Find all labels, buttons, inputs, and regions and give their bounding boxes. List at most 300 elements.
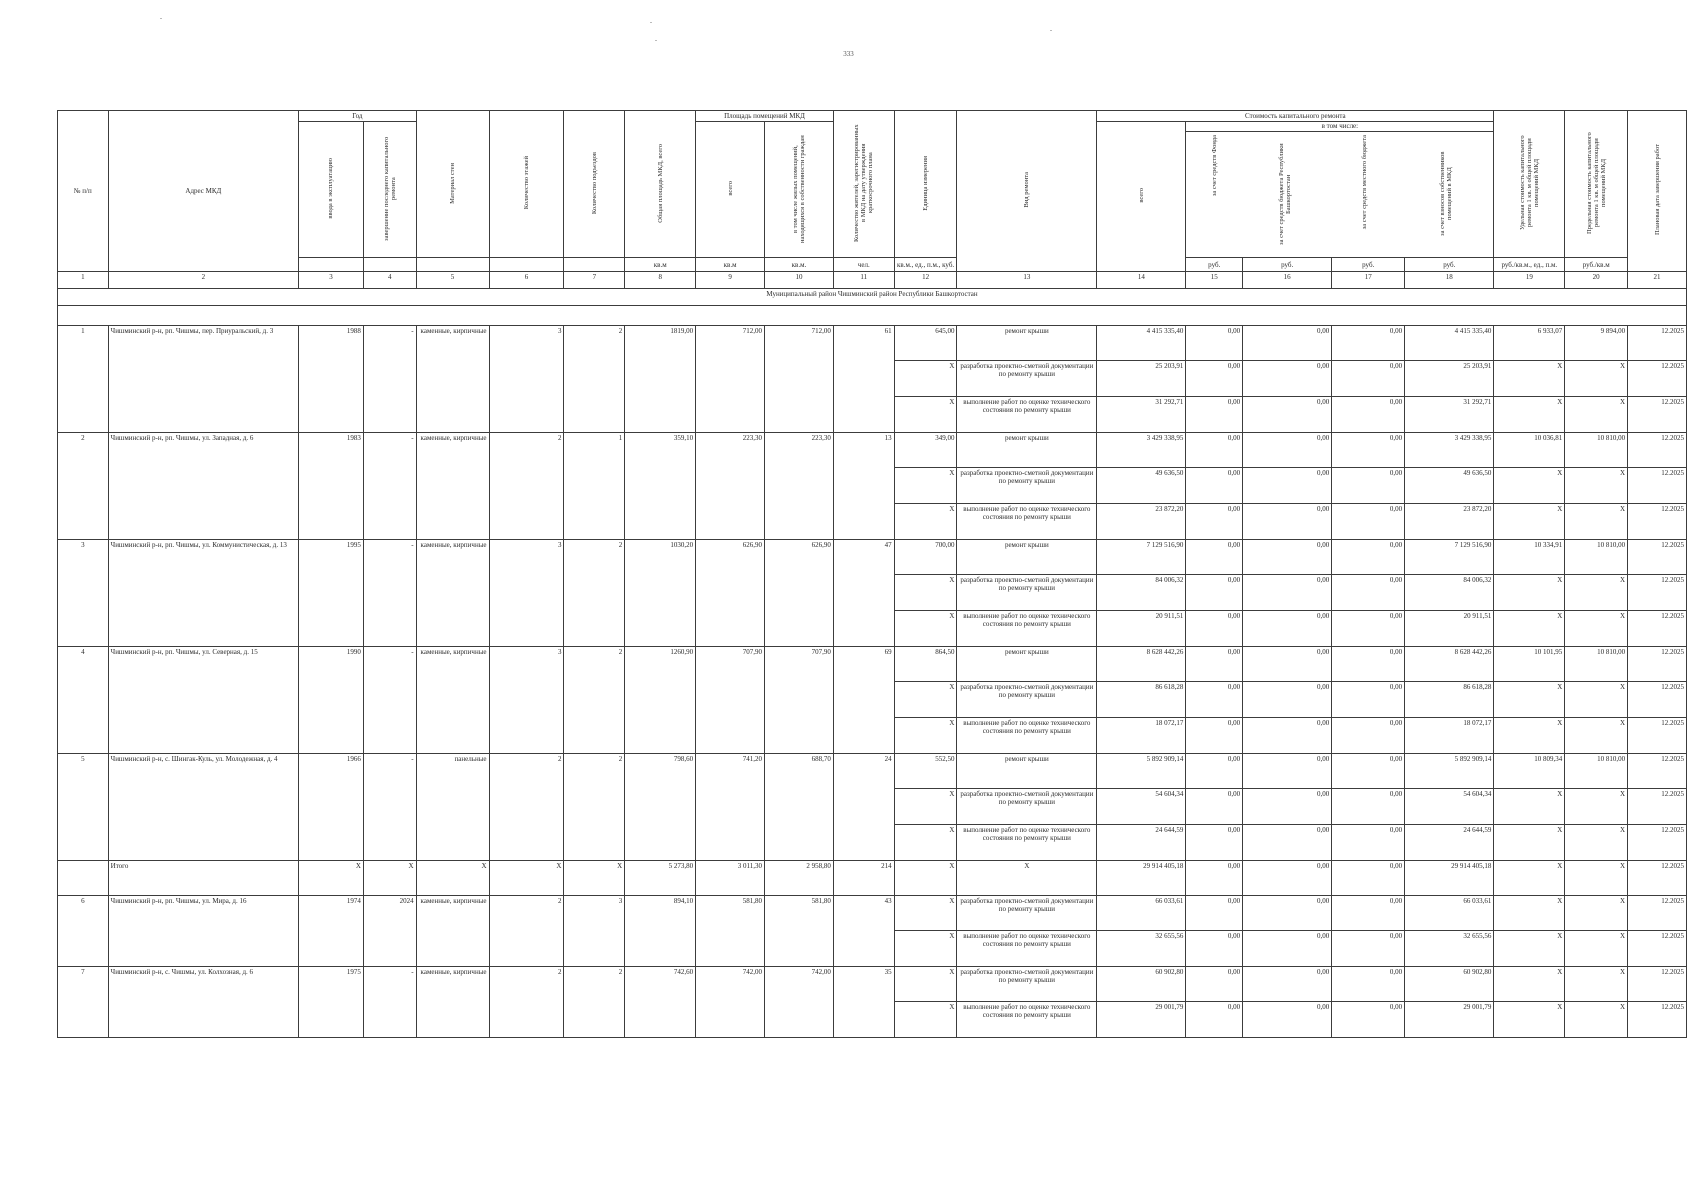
work-type-cell: выполнение работ по оценке технического состояния по ремонту крыши <box>957 931 1097 967</box>
cost-local-cell: 0,00 <box>1332 361 1405 397</box>
address-cell: Чишминский р-н, рп. Чишмы, ул. Мира, д. 16 <box>108 896 298 967</box>
max-cost-cell: X <box>1565 931 1628 967</box>
header-year-group: Год <box>299 111 417 122</box>
cost-fund-cell: 0,00 <box>1186 718 1243 754</box>
total-area-cell: 894,10 <box>625 896 696 967</box>
work-type-cell: выполнение работ по оценке технического состояния по ремонту крыши <box>957 718 1097 754</box>
cost-fund-cell: 0,00 <box>1186 433 1243 468</box>
premises-cell: 626,90 <box>696 540 765 647</box>
column-number: 20 <box>1565 272 1628 289</box>
material-cell: каменные, кирпичные <box>416 433 489 540</box>
max-cost-cell: X <box>1565 611 1628 647</box>
cost-local-cell: 0,00 <box>1332 754 1405 789</box>
header-year-commission: ввода в эксплуатацию <box>299 122 364 258</box>
cost-republic-cell: 0,00 <box>1243 931 1332 967</box>
work-type-cell: разработка проектно-сметной документации по ремонту крыши <box>957 468 1097 504</box>
specific-cost-cell: 10 036,81 <box>1494 433 1565 468</box>
year-cell: 1988 <box>299 326 364 433</box>
private-premises-cell: 742,00 <box>765 967 834 1038</box>
header-residents: Количество жителей, зарегистрированных в МКД на дату утверждения краткосрочного плана <box>833 111 894 258</box>
last-repair-cell: - <box>363 967 416 1038</box>
cost-republic-cell: 0,00 <box>1243 504 1332 540</box>
unit-cell: X <box>894 967 957 1002</box>
unit-16: руб. <box>1243 258 1332 272</box>
unit-8: кв.м <box>625 258 696 272</box>
total-area-cell: 1819,00 <box>625 326 696 433</box>
total-entrances: X <box>564 861 625 896</box>
table-row <box>58 896 1687 931</box>
cost-owners-cell: 84 006,32 <box>1405 575 1494 611</box>
column-number: 21 <box>1628 272 1687 289</box>
column-number: 10 <box>765 272 834 289</box>
header-work-type: Вид ремонта <box>957 111 1097 272</box>
row-number: 4 <box>58 647 109 754</box>
cost-republic-cell: 0,00 <box>1243 825 1332 861</box>
cost-owners-cell: 18 072,17 <box>1405 718 1494 754</box>
work-type-cell: выполнение работ по оценке технического состояния по ремонту крыши <box>957 611 1097 647</box>
cost-fund-cell: 0,00 <box>1186 789 1243 825</box>
cost-fund-cell: 0,00 <box>1186 611 1243 647</box>
table-row <box>58 433 1687 468</box>
deadline-cell: 12.2025 <box>1628 931 1687 967</box>
header-premises-group: Площадь помещений МКД <box>696 111 834 122</box>
specific-cost-cell: X <box>1494 611 1565 647</box>
specific-cost-cell: 6 933,07 <box>1494 326 1565 361</box>
total-private: 2 958,80 <box>765 861 834 896</box>
specific-cost-cell: X <box>1494 361 1565 397</box>
private-premises-cell: 626,90 <box>765 540 834 647</box>
column-number: 18 <box>1405 272 1494 289</box>
material-cell: каменные, кирпичные <box>416 967 489 1038</box>
deadline-cell: 12.2025 <box>1628 361 1687 397</box>
work-type-cell: ремонт крыши <box>957 754 1097 789</box>
cost-local-cell: 0,00 <box>1332 1002 1405 1038</box>
unit-cell: 645,00 <box>894 326 957 361</box>
total-last: X <box>363 861 416 896</box>
address-cell: Чишминский р-н, рп. Чишмы, пер. Приуральский, д. 3 <box>108 326 298 433</box>
header-specific-cost: Удельная стоимость капитального ремонта 1 кв. м общей площади помещений МКД <box>1494 111 1565 258</box>
last-repair-cell: - <box>363 754 416 861</box>
work-type-cell: разработка проектно-сметной документации по ремонту крыши <box>957 575 1097 611</box>
header-entrances: Количество подъездов <box>564 111 625 258</box>
unit-cell: X <box>894 575 957 611</box>
cost-republic-cell: 0,00 <box>1243 682 1332 718</box>
cost-owners-cell: 60 902,80 <box>1405 967 1494 1002</box>
column-number: 13 <box>957 272 1097 289</box>
column-number: 16 <box>1243 272 1332 289</box>
column-number: 19 <box>1494 272 1565 289</box>
cost-local-cell: 0,00 <box>1332 825 1405 861</box>
total-local: 0,00 <box>1332 861 1405 896</box>
unit-9: кв.м <box>696 258 765 272</box>
region-row <box>58 289 1687 306</box>
unit-cell: X <box>894 896 957 931</box>
cost-owners-cell: 23 872,20 <box>1405 504 1494 540</box>
cost-local-cell: 0,00 <box>1332 326 1405 361</box>
residents-cell: 35 <box>833 967 894 1038</box>
work-type-cell: разработка проектно-сметной документации по ремонту крыши <box>957 361 1097 397</box>
unit-cell: X <box>894 1002 957 1038</box>
header-total-area: Общая площадь МКД, всего <box>625 111 696 258</box>
cost-fund-cell: 0,00 <box>1186 896 1243 931</box>
cost-local-cell: 0,00 <box>1332 647 1405 682</box>
scan-speck <box>655 40 657 41</box>
address-cell: Чишминский р-н, с. Чишмы, ул. Колхозная, д. 6 <box>108 967 298 1038</box>
cost-local-cell: 0,00 <box>1332 789 1405 825</box>
residents-cell: 61 <box>833 326 894 433</box>
cost-fund-cell: 0,00 <box>1186 931 1243 967</box>
cost-fund-cell: 0,00 <box>1186 326 1243 361</box>
row-number: 1 <box>58 326 109 433</box>
unit-20: руб./кв.м <box>1565 258 1628 272</box>
premises-cell: 707,90 <box>696 647 765 754</box>
column-number: 2 <box>108 272 298 289</box>
unit-10: кв.м. <box>765 258 834 272</box>
residents-cell: 43 <box>833 896 894 967</box>
cost-total-cell: 3 429 338,95 <box>1097 433 1186 468</box>
premises-cell: 742,00 <box>696 967 765 1038</box>
deadline-cell: 12.2025 <box>1628 967 1687 1002</box>
deadline-cell: 12.2025 <box>1628 326 1687 361</box>
cost-republic-cell: 0,00 <box>1243 540 1332 575</box>
total-area-cell: 798,60 <box>625 754 696 861</box>
scan-speck <box>1050 30 1052 31</box>
unit-cell: X <box>894 397 957 433</box>
address-cell: Чишминский р-н, рп. Чишмы, ул. Западная, д. 6 <box>108 433 298 540</box>
deadline-cell: 12.2025 <box>1628 825 1687 861</box>
header-premises-private: в том числе жилых помещений, находящихся в собственности граждан <box>765 122 834 258</box>
floors-cell: 3 <box>489 540 564 647</box>
cost-fund-cell: 0,00 <box>1186 647 1243 682</box>
material-cell: каменные, кирпичные <box>416 326 489 433</box>
last-repair-cell: - <box>363 647 416 754</box>
address-cell: Чишминский р-н, с. Шингак-Куль, ул. Молодежная, д. 4 <box>108 754 298 861</box>
spacer-row <box>58 306 1687 326</box>
total-area-cell: 1030,20 <box>625 540 696 647</box>
private-premises-cell: 581,80 <box>765 896 834 967</box>
unit-11: чел. <box>833 258 894 272</box>
floors-cell: 2 <box>489 967 564 1038</box>
row-number: 2 <box>58 433 109 540</box>
address-cell: Чишминский р-н, рп. Чишмы, ул. Коммунистическая, д. 13 <box>108 540 298 647</box>
cost-total-cell: 25 203,91 <box>1097 361 1186 397</box>
unit-cell: X <box>894 468 957 504</box>
specific-cost-cell: X <box>1494 896 1565 931</box>
cost-fund-cell: 0,00 <box>1186 1002 1243 1038</box>
table-row <box>58 967 1687 1002</box>
last-repair-cell: 2024 <box>363 896 416 967</box>
work-type-cell: ремонт крыши <box>957 433 1097 468</box>
total-specific: X <box>1494 861 1565 896</box>
material-cell: каменные, кирпичные <box>416 647 489 754</box>
work-type-cell: разработка проектно-сметной документации по ремонту крыши <box>957 967 1097 1002</box>
header-row-1 <box>58 111 1687 122</box>
column-number: 17 <box>1332 272 1405 289</box>
entrances-cell: 2 <box>564 540 625 647</box>
header-cost-local: за счет средств местного бюджета <box>1361 135 1369 230</box>
material-cell: каменные, кирпичные <box>416 540 489 647</box>
work-type-cell: ремонт крыши <box>957 540 1097 575</box>
cost-republic-cell: 0,00 <box>1243 468 1332 504</box>
specific-cost-cell: X <box>1494 397 1565 433</box>
cost-owners-cell: 8 628 442,26 <box>1405 647 1494 682</box>
unit-cell: X <box>894 789 957 825</box>
cost-local-cell: 0,00 <box>1332 718 1405 754</box>
cost-total-cell: 54 604,34 <box>1097 789 1186 825</box>
deadline-cell: 12.2025 <box>1628 754 1687 789</box>
header-premises-total: всего <box>696 122 765 258</box>
cost-local-cell: 0,00 <box>1332 682 1405 718</box>
max-cost-cell: X <box>1565 468 1628 504</box>
cost-fund-cell: 0,00 <box>1186 754 1243 789</box>
residents-cell: 47 <box>833 540 894 647</box>
total-cost: 29 914 405,18 <box>1097 861 1186 896</box>
cost-local-cell: 0,00 <box>1332 397 1405 433</box>
cost-fund-cell: 0,00 <box>1186 397 1243 433</box>
floors-cell: 3 <box>489 647 564 754</box>
cost-owners-cell: 25 203,91 <box>1405 361 1494 397</box>
cost-republic-cell: 0,00 <box>1243 575 1332 611</box>
last-repair-cell: - <box>363 540 416 647</box>
unit-cell: 552,50 <box>894 754 957 789</box>
total-area-cell: 1260,90 <box>625 647 696 754</box>
last-repair-cell: - <box>363 433 416 540</box>
work-type-cell: разработка проектно-сметной документации по ремонту крыши <box>957 682 1097 718</box>
material-cell: панельные <box>416 754 489 861</box>
total-floors: X <box>489 861 564 896</box>
premises-cell: 223,30 <box>696 433 765 540</box>
column-number: 3 <box>299 272 364 289</box>
cost-republic-cell: 0,00 <box>1243 326 1332 361</box>
specific-cost-cell: 10 809,34 <box>1494 754 1565 789</box>
cost-owners-cell: 24 644,59 <box>1405 825 1494 861</box>
header-unit: Единица измерения <box>894 111 957 258</box>
max-cost-cell: 9 894,00 <box>1565 326 1628 361</box>
unit-cell: X <box>894 504 957 540</box>
cost-owners-cell: 54 604,34 <box>1405 789 1494 825</box>
total-label: Итого <box>108 861 298 896</box>
cost-total-cell: 8 628 442,26 <box>1097 647 1186 682</box>
unit-cell: 349,00 <box>894 433 957 468</box>
total-area: 5 273,80 <box>625 861 696 896</box>
cost-owners-cell: 3 429 338,95 <box>1405 433 1494 468</box>
table-row <box>58 540 1687 575</box>
work-type-cell: ремонт крыши <box>957 647 1097 682</box>
entrances-cell: 2 <box>564 326 625 433</box>
cost-owners-cell: 86 618,28 <box>1405 682 1494 718</box>
year-cell: 1975 <box>299 967 364 1038</box>
total-unit: X <box>894 861 957 896</box>
cost-republic-cell: 0,00 <box>1243 647 1332 682</box>
specific-cost-cell: X <box>1494 468 1565 504</box>
last-repair-cell: - <box>363 326 416 433</box>
total-deadline: 12.2025 <box>1628 861 1687 896</box>
cost-total-cell: 7 129 516,90 <box>1097 540 1186 575</box>
max-cost-cell: 10 810,00 <box>1565 647 1628 682</box>
cost-total-cell: 31 292,71 <box>1097 397 1186 433</box>
year-cell: 1990 <box>299 647 364 754</box>
max-cost-cell: X <box>1565 682 1628 718</box>
total-max: X <box>1565 861 1628 896</box>
total-material: X <box>416 861 489 896</box>
specific-cost-cell: X <box>1494 967 1565 1002</box>
address-cell: Чишминский р-н, рп. Чишмы, ул. Северная, д. 15 <box>108 647 298 754</box>
floors-cell: 2 <box>489 433 564 540</box>
specific-cost-cell: 10 101,95 <box>1494 647 1565 682</box>
residents-cell: 24 <box>833 754 894 861</box>
unit-cell: X <box>894 931 957 967</box>
max-cost-cell: X <box>1565 504 1628 540</box>
work-type-cell: разработка проектно-сметной документации по ремонту крыши <box>957 896 1097 931</box>
unit-18: руб. <box>1405 258 1494 272</box>
specific-cost-cell: X <box>1494 931 1565 967</box>
work-type-cell: выполнение работ по оценке технического состояния по ремонту крыши <box>957 825 1097 861</box>
region-title: Муниципальный район Чишминский район Республики Башкортостан <box>58 289 1687 306</box>
page-number: 333 <box>843 50 854 58</box>
column-number: 8 <box>625 272 696 289</box>
cost-local-cell: 0,00 <box>1332 896 1405 931</box>
cost-owners-cell: 32 655,56 <box>1405 931 1494 967</box>
cost-owners-cell: 49 636,50 <box>1405 468 1494 504</box>
work-type-cell: ремонт крыши <box>957 326 1097 361</box>
cost-owners-cell: 5 892 909,14 <box>1405 754 1494 789</box>
cost-republic-cell: 0,00 <box>1243 433 1332 468</box>
private-premises-cell: 712,00 <box>765 326 834 433</box>
column-number: 12 <box>894 272 957 289</box>
cost-local-cell: 0,00 <box>1332 540 1405 575</box>
unit-cell: X <box>894 825 957 861</box>
cost-total-cell: 29 001,79 <box>1097 1002 1186 1038</box>
deadline-cell: 12.2025 <box>1628 789 1687 825</box>
cost-fund-cell: 0,00 <box>1186 825 1243 861</box>
total-republic: 0,00 <box>1243 861 1332 896</box>
work-type-cell: выполнение работ по оценке технического состояния по ремонту крыши <box>957 504 1097 540</box>
max-cost-cell: 10 810,00 <box>1565 754 1628 789</box>
deadline-cell: 12.2025 <box>1628 682 1687 718</box>
premises-cell: 741,20 <box>696 754 765 861</box>
specific-cost-cell: 10 334,91 <box>1494 540 1565 575</box>
cost-total-cell: 18 072,17 <box>1097 718 1186 754</box>
cost-republic-cell: 0,00 <box>1243 718 1332 754</box>
cost-republic-cell: 0,00 <box>1243 896 1332 931</box>
cost-republic-cell: 0,00 <box>1243 1002 1332 1038</box>
column-number: 6 <box>489 272 564 289</box>
deadline-cell: 12.2025 <box>1628 540 1687 575</box>
max-cost-cell: X <box>1565 896 1628 931</box>
header-cost-total: всего <box>1097 122 1186 272</box>
total-owners: 29 914 405,18 <box>1405 861 1494 896</box>
cost-local-cell: 0,00 <box>1332 967 1405 1002</box>
cost-local-cell: 0,00 <box>1332 931 1405 967</box>
table-row <box>58 326 1687 361</box>
specific-cost-cell: X <box>1494 682 1565 718</box>
year-cell: 1995 <box>299 540 364 647</box>
column-number: 14 <box>1097 272 1186 289</box>
total-premises: 3 011,30 <box>696 861 765 896</box>
total-area-cell: 742,60 <box>625 967 696 1038</box>
year-cell: 1966 <box>299 754 364 861</box>
total-type: X <box>957 861 1097 896</box>
header-max-cost: Предельная стоимость капитального ремонта 1 кв. м общей площади помещений МКД <box>1565 111 1628 258</box>
cost-owners-cell: 66 033,61 <box>1405 896 1494 931</box>
header-cost-owners: за счет взносов собственников помещений в МКД <box>1439 151 1454 237</box>
row-number: 3 <box>58 540 109 647</box>
total-area-cell: 359,10 <box>625 433 696 540</box>
entrances-cell: 2 <box>564 647 625 754</box>
max-cost-cell: X <box>1565 575 1628 611</box>
row-number: 7 <box>58 967 109 1038</box>
cost-total-cell: 49 636,50 <box>1097 468 1186 504</box>
cost-fund-cell: 0,00 <box>1186 682 1243 718</box>
max-cost-cell: 10 810,00 <box>1565 540 1628 575</box>
floors-cell: 2 <box>489 896 564 967</box>
cost-owners-cell: 4 415 335,40 <box>1405 326 1494 361</box>
cost-owners-cell: 31 292,71 <box>1405 397 1494 433</box>
cost-republic-cell: 0,00 <box>1243 754 1332 789</box>
specific-cost-cell: X <box>1494 504 1565 540</box>
work-type-cell: выполнение работ по оценке технического состояния по ремонту крыши <box>957 1002 1097 1038</box>
entrances-cell: 2 <box>564 967 625 1038</box>
max-cost-cell: X <box>1565 825 1628 861</box>
header-address: Адрес МКД <box>108 111 298 272</box>
deadline-cell: 12.2025 <box>1628 718 1687 754</box>
column-number: 9 <box>696 272 765 289</box>
work-type-cell: разработка проектно-сметной документации по ремонту крыши <box>957 789 1097 825</box>
total-num <box>58 861 109 896</box>
cost-total-cell: 32 655,56 <box>1097 931 1186 967</box>
cost-total-cell: 5 892 909,14 <box>1097 754 1186 789</box>
header-year-last-repair: завершение последнего капитального ремонта <box>363 122 416 258</box>
cost-local-cell: 0,00 <box>1332 611 1405 647</box>
total-year: X <box>299 861 364 896</box>
entrances-cell: 3 <box>564 896 625 967</box>
cost-owners-cell: 7 129 516,90 <box>1405 540 1494 575</box>
residents-cell: 13 <box>833 433 894 540</box>
deadline-cell: 12.2025 <box>1628 397 1687 433</box>
cost-fund-cell: 0,00 <box>1186 540 1243 575</box>
column-number-row <box>58 272 1687 289</box>
header-cost-group: Стоимость капитального ремонта <box>1097 111 1494 122</box>
unit-cell: X <box>894 682 957 718</box>
year-cell: 1974 <box>299 896 364 967</box>
unit-cell: 700,00 <box>894 540 957 575</box>
material-cell: каменные, кирпичные <box>416 896 489 967</box>
deadline-cell: 12.2025 <box>1628 896 1687 931</box>
column-number: 5 <box>416 272 489 289</box>
deadline-cell: 12.2025 <box>1628 647 1687 682</box>
column-number: 15 <box>1186 272 1243 289</box>
private-premises-cell: 688,70 <box>765 754 834 861</box>
max-cost-cell: X <box>1565 967 1628 1002</box>
table-row <box>58 647 1687 682</box>
scan-speck <box>160 18 162 19</box>
unit-12: кв.м., ед., п.м., куб. <box>894 258 957 272</box>
cost-total-cell: 86 618,28 <box>1097 682 1186 718</box>
row-number: 5 <box>58 754 109 861</box>
deadline-cell: 12.2025 <box>1628 504 1687 540</box>
header-cost-republic: за счет средств бюджета Республики Башкортостан <box>1277 143 1292 245</box>
max-cost-cell: 10 810,00 <box>1565 433 1628 468</box>
unit-cell: X <box>894 718 957 754</box>
deadline-cell: 12.2025 <box>1628 575 1687 611</box>
specific-cost-cell: X <box>1494 789 1565 825</box>
specific-cost-cell: X <box>1494 718 1565 754</box>
cost-local-cell: 0,00 <box>1332 468 1405 504</box>
header-deadline: Плановая дата завершения работ <box>1628 111 1687 272</box>
total-row <box>58 861 1687 896</box>
header-floors: Количество этажей <box>489 111 564 258</box>
header-incl: в том числе: за счет средств Фонда за счет средств бюджета Республики Башкортостан за счет средств местного бюджета за счет взносов собственников помещений в МКД <box>1186 122 1494 258</box>
